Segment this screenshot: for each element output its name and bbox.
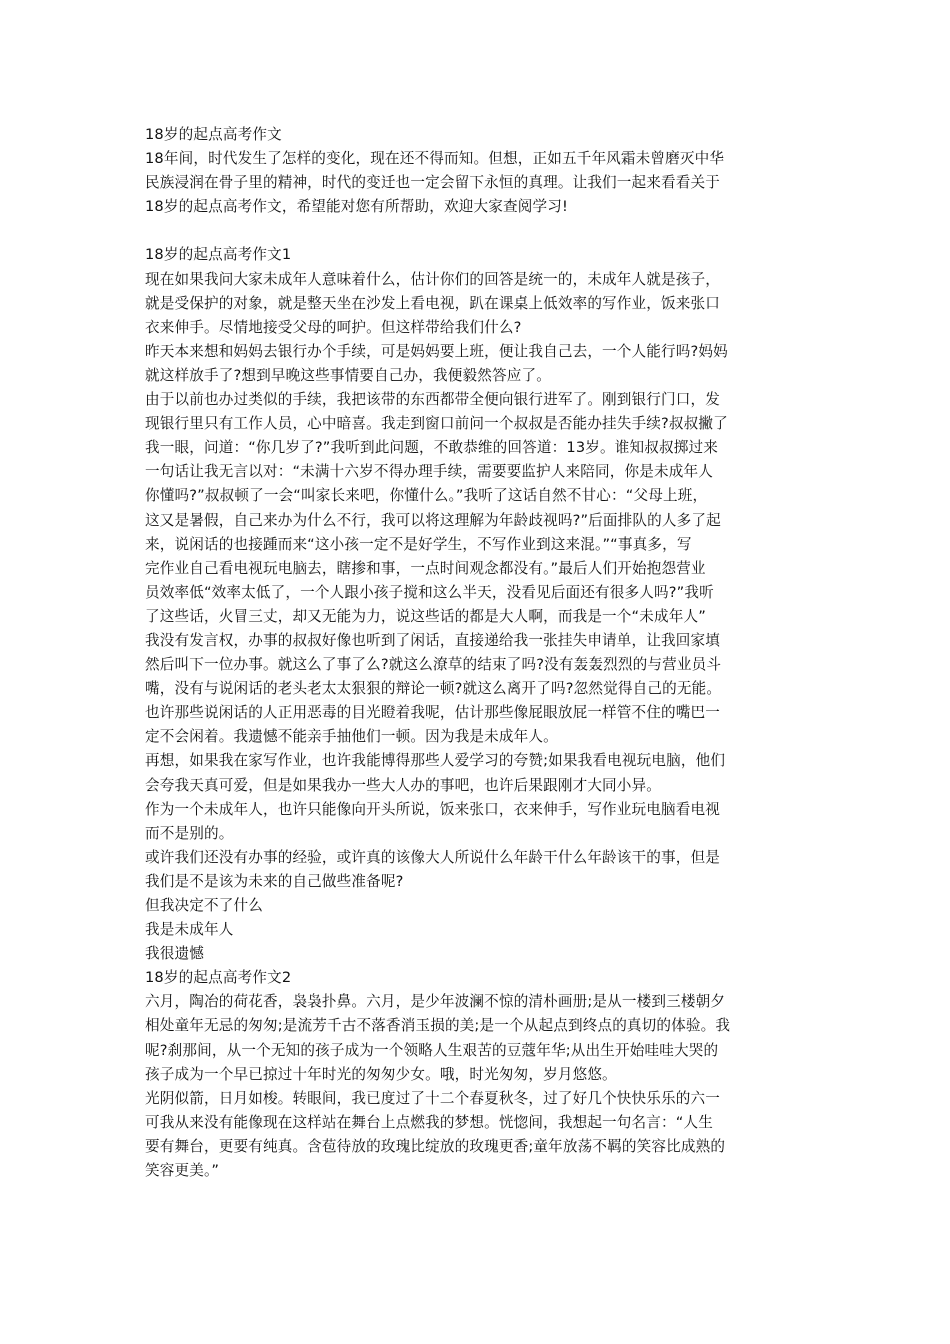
essay1-line: 就这样放手了?想到早晚这些事情要自己办，我便毅然答应了。 bbox=[145, 366, 551, 384]
essay2-line: 光阴似箭，日月如梭。转眼间，我已度过了十二个春夏秋冬，过了好几个快快乐乐的六一 bbox=[145, 1089, 721, 1107]
essay2-line: 六月，陶冶的荷花香，袅袅扑鼻。六月，是少年波澜不惊的清朴画册;是从一楼到三楼朝夕 bbox=[145, 993, 726, 1011]
essay1-line: 你懂吗?”叔叔顿了一会“叫家长来吧，你懂什么。”我听了这话自然不甘心：“父母上班， bbox=[145, 487, 708, 505]
essay1-line: 就是受保护的对象，就是整天坐在沙发上看电视，趴在课桌上低效率的写作业，饭来张口 bbox=[145, 294, 721, 312]
essay1-line: 昨天本来想和妈妈去银行办个手续，可是妈妈要上班，便让我自己去，一个人能行吗?妈妈 bbox=[145, 342, 728, 360]
essay1-line: 定不会闲着。我遗憾不能亲手抽他们一顿。因为我是未成年人。 bbox=[145, 728, 558, 746]
essay1-line: 员效率低“效率太低了，一个人跟小孩子搅和这么半天，没看见后面还有很多人吗?”我听 bbox=[145, 583, 714, 601]
intro-line: 民族浸润在骨子里的精神，时代的变迁也一定会留下永恒的真理。让我们一起来看看关于 bbox=[145, 174, 721, 192]
essay1-line: 我很遗憾 bbox=[145, 945, 204, 963]
essay1-line: 而不是别的。 bbox=[145, 824, 234, 842]
essay1-line: 来，说闲话的也接踵而来“这小孩一定不是好学生，不写作业到这来混。”“事真多，写 bbox=[145, 535, 692, 553]
essay2-body bbox=[145, 990, 810, 1183]
essay1-line: 或许我们还没有办事的经验，或许真的该像大人所说什么年龄干什么年龄该干的事，但是 bbox=[145, 848, 721, 866]
essay2-line: 相处童年无忌的匆匆;是流芳千古不落香消玉损的美;是一个从起点到终点的真切的体验。我 bbox=[145, 1017, 731, 1035]
essay1-line: 作为一个未成年人，也许只能像向开头所说，饭来张口，衣来伸手，写作业玩电脑看电视 bbox=[145, 800, 721, 818]
intro-line: 18年间，时代发生了怎样的变化，现在还不得而知。但想，正如五千年风霜未曾磨灭中华 bbox=[145, 150, 725, 168]
essay1-line: 了这些话，火冒三丈，却又无能为力，说这些话的都是大人啊，而我是一个“未成年人” bbox=[145, 607, 706, 625]
essay1-line: 再想，如果我在家写作业，也许我能博得那些人爱学习的夸赞;如果我看电视玩电脑，他们 bbox=[145, 752, 726, 770]
essay1-line: 但我决定不了什么 bbox=[145, 897, 263, 914]
essay1-line: 我没有发言权，办事的叔叔好像也听到了闲话，直接递给我一张挂失申请单，让我回家填 bbox=[145, 631, 721, 649]
essay1-line: 然后叫下一位办事。就这么了事了么?就这么潦草的结束了吗?没有轰轰烈烈的与营业员斗 bbox=[145, 656, 722, 674]
essay1-line: 一句话让我无言以对：“未满十六岁不得办理手续，需要要监护人来陪同，你是未成年人 bbox=[145, 463, 713, 481]
essay1-line: 也许那些说闲话的人正用恶毒的目光瞪着我呢，估计那些像屁眼放屁一样管不住的嘴巴一 bbox=[145, 704, 721, 722]
intro-line: 18岁的起点高考作文，希望能对您有所帮助，欢迎大家查阅学习! bbox=[145, 198, 568, 216]
essay1-heading: 18岁的起点高考作文1 bbox=[145, 246, 292, 264]
essay2-line: 可我从来没有能像现在这样站在舞台上点燃我的梦想。恍惚间，我想起一句名言：“人生 bbox=[145, 1113, 713, 1131]
essay1-line: 由于以前也办过类似的手续，我把该带的东西都带全便向银行进军了。刚到银行门口，发 bbox=[145, 391, 721, 409]
essay1-line: 现在如果我问大家未成年人意味着什么，估计你们的回答是统一的，未成年人就是孩子， bbox=[145, 270, 721, 288]
essay1-body bbox=[145, 268, 810, 967]
essay1-line: 完作业自己看电视玩电脑去，瞎掺和事，一点时间观念都没有。”最后人们开始抱怨营业 bbox=[145, 559, 706, 577]
blank-line bbox=[145, 219, 810, 243]
document-page bbox=[145, 123, 810, 1183]
document-title: 18岁的起点高考作文 bbox=[145, 126, 282, 143]
essay1-line: 嘴，没有与说闲话的老头老太太狠狠的辩论一顿?就这么离开了吗?忽然觉得自己的无能。 bbox=[145, 680, 722, 698]
essay1-line: 我是未成年人 bbox=[145, 921, 234, 939]
essay1-line: 我一眼，问道：“你几岁了?”我听到此问题，不敢恭维的回答道：13岁。谁知叔叔掷过来 bbox=[145, 439, 718, 457]
essay1-line: 我们是不是该为未来的自己做些准备呢? bbox=[145, 872, 404, 890]
essay1-line: 现银行里只有工作人员，心中暗喜。我走到窗口前问一个叔叔是否能办挂失手续?叔叔撇了 bbox=[145, 415, 728, 433]
essay1-line: 衣来伸手。尽情地接受父母的呵护。但这样带给我们什么? bbox=[145, 318, 522, 336]
essay2-line: 孩子成为一个早已掠过十年时光的匆匆少女。哦，时光匆匆，岁月悠悠。 bbox=[145, 1065, 617, 1083]
essay2-heading: 18岁的起点高考作文2 bbox=[145, 969, 292, 987]
intro-paragraph bbox=[145, 147, 810, 219]
essay2-line: 笑容更美。” bbox=[145, 1162, 220, 1180]
essay1-line: 会夸我天真可爱，但是如果我办一些大人办的事吧，也许后果跟刚才大同小异。 bbox=[145, 776, 662, 794]
essay2-line: 要有舞台，更要有纯真。含苞待放的玫瑰比绽放的玫瑰更香;童年放荡不羁的笑容比成熟的 bbox=[145, 1137, 726, 1155]
essay2-line: 呢?刹那间，从一个无知的孩子成为一个领略人生艰苦的豆蔻年华;从出生开始哇哇大哭的 bbox=[145, 1041, 719, 1059]
essay1-line: 这又是暑假，自己来办为什么不行，我可以将这理解为年龄歧视吗?”后面排队的人多了起 bbox=[145, 511, 721, 529]
